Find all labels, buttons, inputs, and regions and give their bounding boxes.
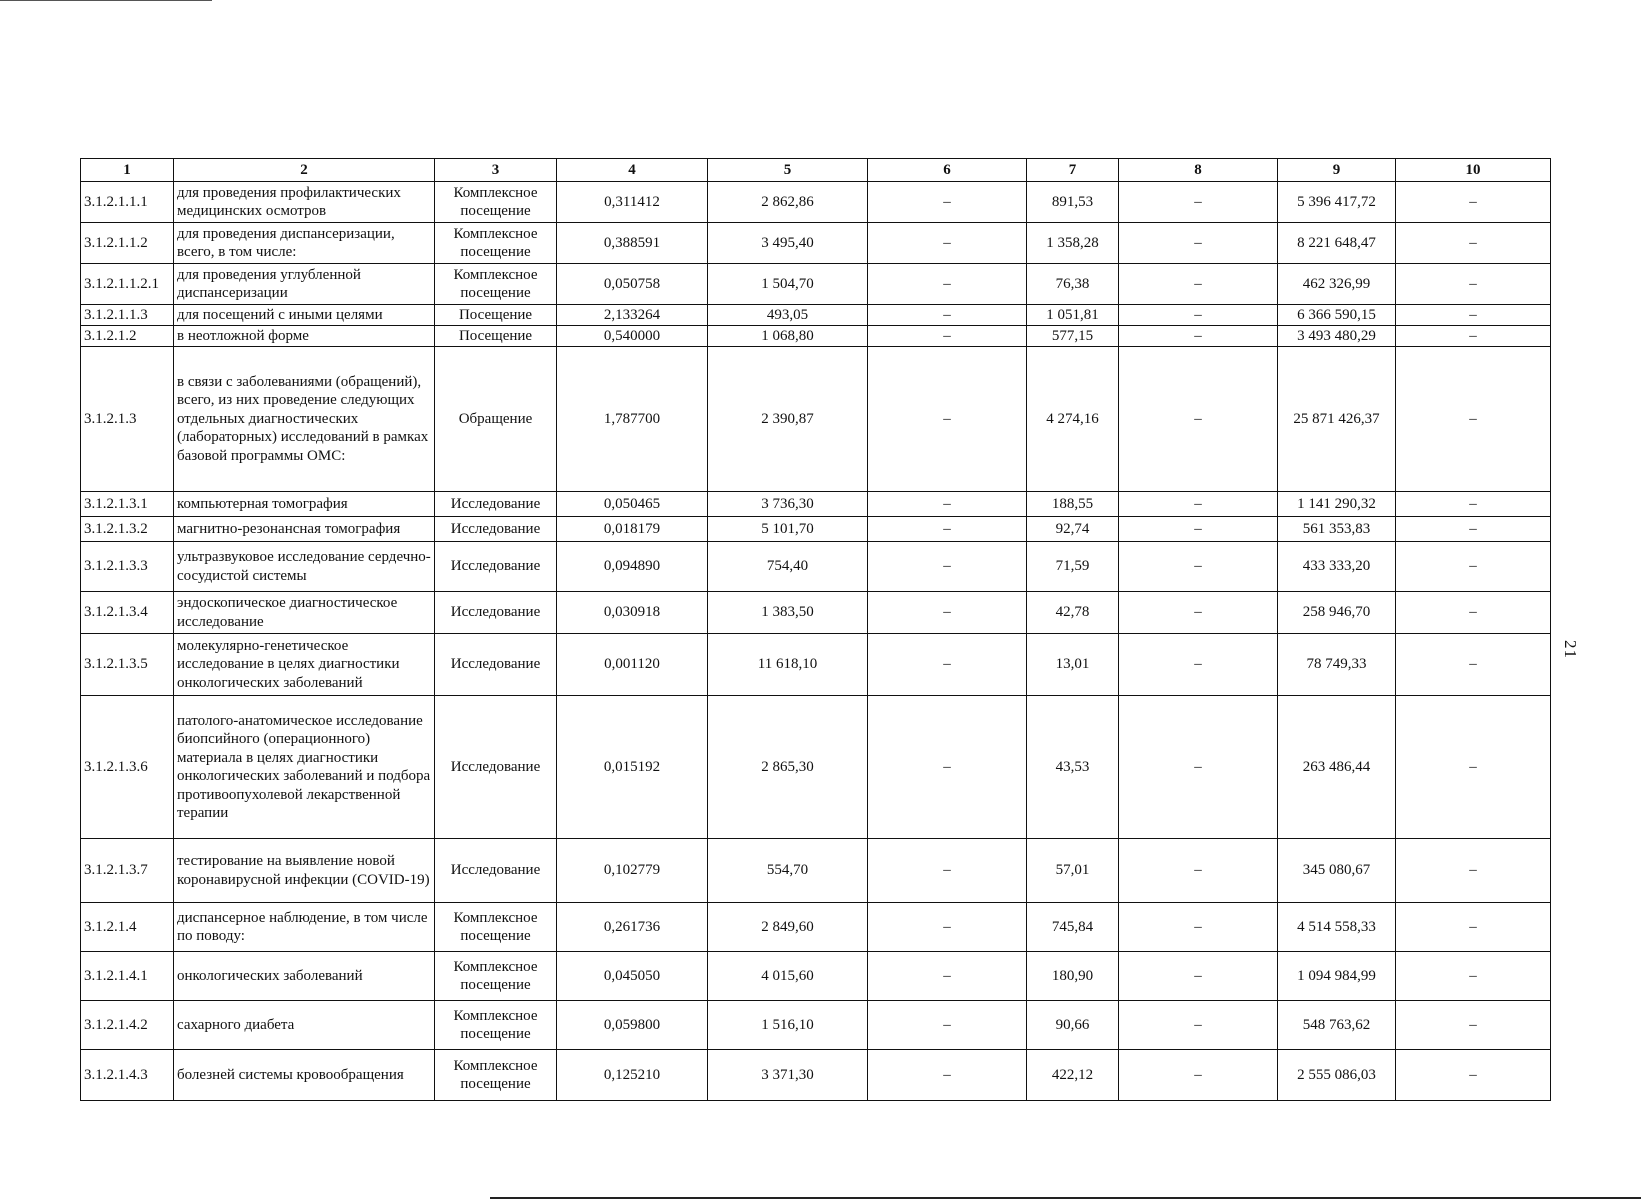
table-row <box>81 542 1551 592</box>
row-col6: – <box>868 1001 1027 1050</box>
row-col5: 3 495,40 <box>708 223 868 264</box>
row-col10: – <box>1396 182 1551 223</box>
row-col10: – <box>1396 223 1551 264</box>
row-col8: – <box>1119 903 1278 952</box>
row-col4: 0,015192 <box>557 696 708 839</box>
row-unit: Исследование <box>435 634 557 696</box>
row-col6: – <box>868 223 1027 264</box>
row-col5: 1 516,10 <box>708 1001 868 1050</box>
row-name: в неотложной форме <box>174 326 435 347</box>
table-row <box>81 347 1551 492</box>
row-col6: – <box>868 347 1027 492</box>
header-cell: 7 <box>1027 159 1119 182</box>
row-col4: 0,102779 <box>557 839 708 903</box>
row-unit: Комплексное посещение <box>435 952 557 1001</box>
row-col6: – <box>868 1050 1027 1101</box>
row-code: 3.1.2.1.2 <box>81 326 174 347</box>
row-col6: – <box>868 903 1027 952</box>
row-col9: 78 749,33 <box>1278 634 1396 696</box>
row-col4: 2,133264 <box>557 305 708 326</box>
row-code: 3.1.2.1.1.2 <box>81 223 174 264</box>
row-col9: 6 366 590,15 <box>1278 305 1396 326</box>
row-col8: – <box>1119 517 1278 542</box>
row-col9: 345 080,67 <box>1278 839 1396 903</box>
top-rule <box>0 0 212 1</box>
table-row <box>81 592 1551 634</box>
row-col6: – <box>868 492 1027 517</box>
row-unit: Исследование <box>435 839 557 903</box>
row-col8: – <box>1119 305 1278 326</box>
table-row <box>81 492 1551 517</box>
row-col4: 0,050465 <box>557 492 708 517</box>
row-code: 3.1.2.1.4 <box>81 903 174 952</box>
row-code: 3.1.2.1.4.1 <box>81 952 174 1001</box>
row-name: магнитно-резонансная томография <box>174 517 435 542</box>
header-cell: 6 <box>868 159 1027 182</box>
row-col5: 2 862,86 <box>708 182 868 223</box>
header-cell: 4 <box>557 159 708 182</box>
row-col6: – <box>868 839 1027 903</box>
row-col7: 42,78 <box>1027 592 1119 634</box>
row-col8: – <box>1119 1050 1278 1101</box>
row-col4: 0,311412 <box>557 182 708 223</box>
row-col9: 433 333,20 <box>1278 542 1396 592</box>
row-col6: – <box>868 634 1027 696</box>
row-col5: 3 371,30 <box>708 1050 868 1101</box>
header-cell: 1 <box>81 159 174 182</box>
table-row <box>81 839 1551 903</box>
row-col4: 0,261736 <box>557 903 708 952</box>
row-unit: Комплексное посещение <box>435 264 557 305</box>
table-row <box>81 182 1551 223</box>
row-col4: 1,787700 <box>557 347 708 492</box>
row-name: для посещений с иными целями <box>174 305 435 326</box>
row-name: болезней системы кровообращения <box>174 1050 435 1101</box>
row-col8: – <box>1119 264 1278 305</box>
table-row <box>81 1001 1551 1050</box>
row-col6: – <box>868 517 1027 542</box>
row-unit: Комплексное посещение <box>435 903 557 952</box>
row-col5: 5 101,70 <box>708 517 868 542</box>
bottom-rule <box>490 1197 1641 1199</box>
row-col10: – <box>1396 517 1551 542</box>
row-col8: – <box>1119 326 1278 347</box>
row-name: ультразвуковое исследование сердечно-сосудистой системы <box>174 542 435 592</box>
row-col4: 0,001120 <box>557 634 708 696</box>
table-row <box>81 326 1551 347</box>
row-col8: – <box>1119 223 1278 264</box>
row-col8: – <box>1119 492 1278 517</box>
row-col10: – <box>1396 1050 1551 1101</box>
row-col9: 263 486,44 <box>1278 696 1396 839</box>
row-code: 3.1.2.1.4.2 <box>81 1001 174 1050</box>
row-col7: 1 051,81 <box>1027 305 1119 326</box>
row-col9: 2 555 086,03 <box>1278 1050 1396 1101</box>
row-col8: – <box>1119 542 1278 592</box>
row-code: 3.1.2.1.1.1 <box>81 182 174 223</box>
row-col9: 4 514 558,33 <box>1278 903 1396 952</box>
row-col10: – <box>1396 1001 1551 1050</box>
row-col5: 1 504,70 <box>708 264 868 305</box>
table-row <box>81 903 1551 952</box>
row-col9: 548 763,62 <box>1278 1001 1396 1050</box>
row-col9: 462 326,99 <box>1278 264 1396 305</box>
row-col7: 71,59 <box>1027 542 1119 592</box>
row-code: 3.1.2.1.3.6 <box>81 696 174 839</box>
row-code: 3.1.2.1.4.3 <box>81 1050 174 1101</box>
row-unit: Комплексное посещение <box>435 1001 557 1050</box>
row-name: в связи с заболеваниями (обращений), всего, из них проведение следующих отдельных диагностических (лабораторных) исследований в рамках базовой программы ОМС: <box>174 347 435 492</box>
row-col10: – <box>1396 592 1551 634</box>
row-name: диспансерное наблюдение, в том числе по поводу: <box>174 903 435 952</box>
row-col6: – <box>868 326 1027 347</box>
row-col9: 258 946,70 <box>1278 592 1396 634</box>
row-col7: 92,74 <box>1027 517 1119 542</box>
header-cell: 5 <box>708 159 868 182</box>
row-unit: Исследование <box>435 492 557 517</box>
row-col10: – <box>1396 326 1551 347</box>
row-col8: – <box>1119 182 1278 223</box>
row-col7: 891,53 <box>1027 182 1119 223</box>
row-unit: Посещение <box>435 326 557 347</box>
row-col6: – <box>868 542 1027 592</box>
table-row <box>81 696 1551 839</box>
row-col5: 2 849,60 <box>708 903 868 952</box>
row-col10: – <box>1396 634 1551 696</box>
row-col5: 11 618,10 <box>708 634 868 696</box>
row-col4: 0,540000 <box>557 326 708 347</box>
header-cell: 10 <box>1396 159 1551 182</box>
row-col5: 2 865,30 <box>708 696 868 839</box>
row-col7: 57,01 <box>1027 839 1119 903</box>
row-unit: Комплексное посещение <box>435 182 557 223</box>
page-number: 21 <box>1561 640 1580 659</box>
row-col6: – <box>868 182 1027 223</box>
row-unit: Комплексное посещение <box>435 223 557 264</box>
row-code: 3.1.2.1.1.2.1 <box>81 264 174 305</box>
row-name: для проведения углубленной диспансеризации <box>174 264 435 305</box>
row-col7: 180,90 <box>1027 952 1119 1001</box>
row-col10: – <box>1396 903 1551 952</box>
row-col7: 13,01 <box>1027 634 1119 696</box>
row-col6: – <box>868 696 1027 839</box>
row-col10: – <box>1396 492 1551 517</box>
row-col5: 4 015,60 <box>708 952 868 1001</box>
row-name: тестирование на выявление новой коронавирусной инфекции (COVID-19) <box>174 839 435 903</box>
header-row <box>81 159 1551 182</box>
row-col7: 745,84 <box>1027 903 1119 952</box>
row-name: молекулярно-генетическое исследование в целях диагностики онкологических заболеваний <box>174 634 435 696</box>
row-col10: – <box>1396 839 1551 903</box>
row-col4: 0,388591 <box>557 223 708 264</box>
row-col7: 422,12 <box>1027 1050 1119 1101</box>
row-col7: 188,55 <box>1027 492 1119 517</box>
row-col10: – <box>1396 952 1551 1001</box>
row-col5: 1 068,80 <box>708 326 868 347</box>
row-unit: Исследование <box>435 517 557 542</box>
row-unit: Посещение <box>435 305 557 326</box>
row-col10: – <box>1396 696 1551 839</box>
row-col8: – <box>1119 952 1278 1001</box>
row-col8: – <box>1119 696 1278 839</box>
row-col7: 577,15 <box>1027 326 1119 347</box>
row-col6: – <box>868 592 1027 634</box>
row-col5: 2 390,87 <box>708 347 868 492</box>
row-name: для проведения профилактических медицинских осмотров <box>174 182 435 223</box>
row-col4: 0,125210 <box>557 1050 708 1101</box>
row-col8: – <box>1119 839 1278 903</box>
row-col7: 43,53 <box>1027 696 1119 839</box>
row-unit: Комплексное посещение <box>435 1050 557 1101</box>
row-col8: – <box>1119 347 1278 492</box>
row-code: 3.1.2.1.3.5 <box>81 634 174 696</box>
row-col9: 3 493 480,29 <box>1278 326 1396 347</box>
row-code: 3.1.2.1.3.1 <box>81 492 174 517</box>
row-col9: 1 094 984,99 <box>1278 952 1396 1001</box>
row-col8: – <box>1119 592 1278 634</box>
table-row <box>81 305 1551 326</box>
row-name: патолого-анатомическое исследование биопсийного (операционного) материала в целях диагностики онкологических заболеваний и подбора противоопухолевой лекарственной терапии <box>174 696 435 839</box>
row-col8: – <box>1119 634 1278 696</box>
row-code: 3.1.2.1.1.3 <box>81 305 174 326</box>
row-col7: 4 274,16 <box>1027 347 1119 492</box>
row-col4: 0,018179 <box>557 517 708 542</box>
row-unit: Исследование <box>435 696 557 839</box>
table-row <box>81 517 1551 542</box>
row-col5: 554,70 <box>708 839 868 903</box>
row-col8: – <box>1119 1001 1278 1050</box>
table-row <box>81 952 1551 1001</box>
row-col5: 3 736,30 <box>708 492 868 517</box>
row-unit: Обращение <box>435 347 557 492</box>
row-code: 3.1.2.1.3.3 <box>81 542 174 592</box>
row-col5: 493,05 <box>708 305 868 326</box>
row-col9: 561 353,83 <box>1278 517 1396 542</box>
row-col9: 5 396 417,72 <box>1278 182 1396 223</box>
row-code: 3.1.2.1.3.4 <box>81 592 174 634</box>
row-col10: – <box>1396 305 1551 326</box>
row-col9: 8 221 648,47 <box>1278 223 1396 264</box>
header-cell: 2 <box>174 159 435 182</box>
row-col9: 25 871 426,37 <box>1278 347 1396 492</box>
table-row <box>81 223 1551 264</box>
row-col4: 0,045050 <box>557 952 708 1001</box>
row-unit: Исследование <box>435 542 557 592</box>
header-cell: 8 <box>1119 159 1278 182</box>
row-code: 3.1.2.1.3 <box>81 347 174 492</box>
row-col6: – <box>868 264 1027 305</box>
header-cell: 3 <box>435 159 557 182</box>
row-col9: 1 141 290,32 <box>1278 492 1396 517</box>
row-col4: 0,030918 <box>557 592 708 634</box>
row-name: онкологических заболеваний <box>174 952 435 1001</box>
row-col10: – <box>1396 264 1551 305</box>
row-col4: 0,050758 <box>557 264 708 305</box>
table-row <box>81 1050 1551 1101</box>
row-unit: Исследование <box>435 592 557 634</box>
row-col7: 90,66 <box>1027 1001 1119 1050</box>
data-table <box>80 158 1551 1101</box>
row-col6: – <box>868 305 1027 326</box>
row-col5: 754,40 <box>708 542 868 592</box>
row-name: сахарного диабета <box>174 1001 435 1050</box>
header-cell: 9 <box>1278 159 1396 182</box>
row-col7: 76,38 <box>1027 264 1119 305</box>
table-row <box>81 264 1551 305</box>
row-code: 3.1.2.1.3.7 <box>81 839 174 903</box>
row-col6: – <box>868 952 1027 1001</box>
row-col4: 0,059800 <box>557 1001 708 1050</box>
row-col7: 1 358,28 <box>1027 223 1119 264</box>
row-col10: – <box>1396 542 1551 592</box>
row-col10: – <box>1396 347 1551 492</box>
row-name: эндоскопическое диагностическое исследование <box>174 592 435 634</box>
row-col5: 1 383,50 <box>708 592 868 634</box>
table-row <box>81 634 1551 696</box>
row-name: компьютерная томография <box>174 492 435 517</box>
row-col4: 0,094890 <box>557 542 708 592</box>
row-code: 3.1.2.1.3.2 <box>81 517 174 542</box>
row-name: для проведения диспансеризации, всего, в том числе: <box>174 223 435 264</box>
